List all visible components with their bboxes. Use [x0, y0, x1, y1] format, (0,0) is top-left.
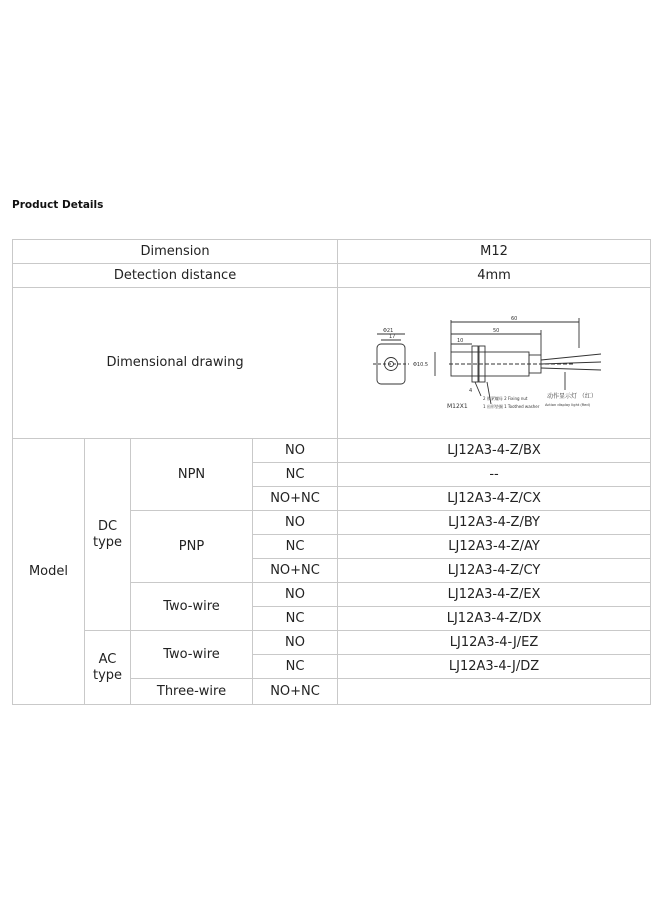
product-spec-table	[12, 239, 651, 705]
ac-three-wire-label: Three-wire	[131, 679, 253, 705]
model-number	[338, 679, 651, 705]
dimensional-drawing-label: Dimensional drawing	[13, 288, 338, 439]
pnp-label: PNP	[131, 511, 253, 583]
annot-d8: M12X1	[447, 403, 468, 410]
model-number: LJ12A3-4-Z/BY	[338, 511, 651, 535]
annot-note1: 2 锁紧螺母 2 Fixing nut	[483, 396, 528, 401]
model-number: LJ12A3-4-Z/AY	[338, 535, 651, 559]
annot-d2: 17	[389, 334, 396, 340]
contact-type: NC	[253, 463, 338, 487]
contact-type: NO	[253, 583, 338, 607]
annot-note4: Action display light (Red)	[545, 403, 591, 407]
model-number: LJ12A3-4-J/EZ	[338, 631, 651, 655]
model-row-1	[13, 439, 651, 463]
detection-distance-row	[13, 264, 651, 288]
annot-d3: Φ10.5	[413, 362, 429, 368]
contact-type: NO+NC	[253, 487, 338, 511]
dimensional-drawing-row	[13, 288, 651, 439]
annot-d4: 60	[511, 316, 518, 322]
dimension-row	[13, 240, 651, 264]
detection-distance-value: 4mm	[338, 264, 651, 288]
contact-type: NO+NC	[253, 559, 338, 583]
model-number: LJ12A3-4-Z/CY	[338, 559, 651, 583]
section-heading: Product Details	[12, 199, 104, 211]
annot-note3: 动作显示灯 （红）	[547, 393, 597, 400]
dimensional-drawing-cell	[338, 288, 651, 439]
detection-distance-label: Detection distance	[13, 264, 338, 288]
ac-two-wire-label: Two-wire	[131, 631, 253, 679]
model-number: LJ12A3-4-Z/EX	[338, 583, 651, 607]
contact-type: NC	[253, 655, 338, 679]
cable-line-3	[541, 368, 601, 370]
annot-d6: 10	[457, 338, 464, 344]
dimension-value: M12	[338, 240, 651, 264]
ac-type-label: AC type	[85, 631, 131, 705]
annot-note2: 1 齿形垫圈 1 Toothed washer	[483, 404, 540, 409]
model-label: Model	[13, 439, 85, 705]
contact-type: NO+NC	[253, 679, 338, 705]
model-row-9	[13, 631, 651, 655]
model-number: LJ12A3-4-J/DZ	[338, 655, 651, 679]
model-number: LJ12A3-4-Z/CX	[338, 487, 651, 511]
annot-d5: 50	[493, 328, 500, 334]
cable-line-1	[541, 354, 601, 360]
contact-type: NO	[253, 631, 338, 655]
contact-type: NC	[253, 535, 338, 559]
model-number: --	[338, 463, 651, 487]
contact-type: NO	[253, 439, 338, 463]
npn-label: NPN	[131, 439, 253, 511]
annot-d1: Φ21	[383, 328, 394, 334]
model-number: LJ12A3-4-Z/DX	[338, 607, 651, 631]
model-number: LJ12A3-4-Z/BX	[338, 439, 651, 463]
dimension-label: Dimension	[13, 240, 338, 264]
sensor-dimension-drawing	[369, 308, 619, 418]
contact-type: NO	[253, 511, 338, 535]
annot-d7: 4	[469, 388, 473, 394]
dc-two-wire-label: Two-wire	[131, 583, 253, 631]
contact-type: NC	[253, 607, 338, 631]
dc-type-label: DC type	[85, 439, 131, 631]
leader-nut	[475, 382, 481, 396]
